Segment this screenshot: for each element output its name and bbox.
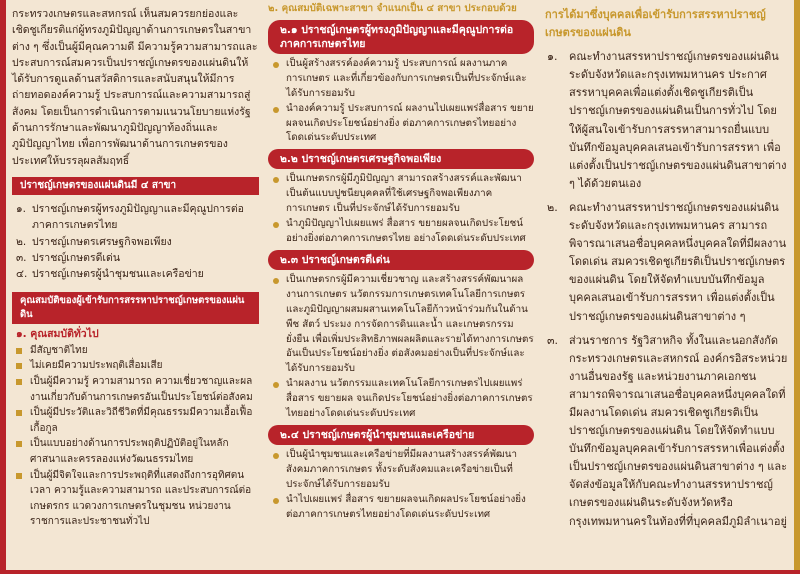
qualifications-title: คุณสมบัติของผู้เข้ารับการสรรหาปราชญ์เกษตรของแผ่นดิน — [12, 292, 259, 324]
qualification-item: เป็นผู้มีประวัติและวิถีชีวิตที่มีคุณธรรมมีความเอื้อเฟื้อเกื้อกูล — [12, 405, 259, 436]
branch-item: ๒. ปราชญ์เกษตรเศรษฐกิจพอเพียง — [16, 235, 172, 248]
section-item: นำผลงาน นวัตกรรมและเทคโนโลยีการเกษตรไปเผยแพร่ สื่อสาร ขยายผล จนเกิดประโยชน์อย่างยิ่งต่อภาคการเกษตรไทยอย่างโดดเด่นระดับประเทศ — [268, 377, 534, 422]
section-item: นำองค์ความรู้ ประสบการณ์ ผลงานไปเผยแพร่สื่อสาร ขยายผลจนเกิดประโยชน์อย่างยิ่ง ต่อภาคการเกษตรไทยอย่างโดดเด่นระดับประเทศ — [268, 102, 534, 147]
bottom-border — [0, 570, 800, 574]
general-qualifications-list — [12, 343, 259, 530]
branches-list — [12, 201, 259, 282]
nomination-item: ๒. คณะทำงานสรรหาปราชญ์เกษตรของแผ่นดินระดับจังหวัดและกรุงเทพมหานคร สามารถพิจารณาเสนอชื่อบุคคลหนึ่งบุคคลใดที่มีผลงานโดดเด่น สมควรเชิดชูเกียรติเป็นปราชญ์เกษตรของแผ่นดิน โดยให้จัดทำแบบบันทึกข้อมูลบุคคลเสนอเข้ารับการสรรหา เพื่อแต่งตั้งเป็นปราชญ์เกษตรของแผ่นดินสาขาต่าง ๆ — [547, 200, 787, 323]
general-qualifications-title: ๑. คุณสมบัติทั่วไป — [16, 328, 99, 341]
column-middle — [268, 2, 534, 522]
qualification-item: มีสัญชาติไทย — [12, 343, 259, 359]
nomination-title: การได้มาซึ่งบุคคลเพื่อเข้ารับการสรรหาปราชญ์เกษตรของแผ่นดิน — [545, 8, 766, 40]
branches-title: ปราชญ์เกษตรของแผ่นดินมี ๔ สาขา — [12, 177, 259, 195]
qualification-item: เป็นผู้มีจิตใจและการประพฤติที่แสดงถึงการอุทิศตนเวลา ความรู้และความสามารถ และประสบการณ์ต่อเกษตรกร แวดวงการเกษตรในชุมชน หน่วยงานราชการและประชาชนทั่วไป — [12, 468, 259, 530]
section-item: นำไปเผยแพร่ สื่อสาร ขยายผลจนเกิดผลประโยชน์อย่างยิ่งต่อภาคการเกษตรไทยอย่างโดดเด่นระดับประเทศ — [268, 493, 534, 523]
section-title-2-2: ๒.๒ ปราชญ์เกษตรเศรษฐกิจพอเพียง — [268, 149, 534, 169]
nomination-item: ๓. ส่วนราชการ รัฐวิสาหกิจ ทั้งในและนอกสังกัดกระทรวงเกษตรและสหกรณ์ องค์กรอิสระหน่วยงานอื่นของรัฐ และหน่วยงานภาคเอกชนสามารถพิจารณาเสนอชื่อบุคคลหนึ่งบุคคลใดที่มีผลงานโดดเด่น สมควรเชิดชูเกียรติเป็นปราชญ์เกษตรของแผ่นดิน โดยให้จัดทำแบบบันทึกข้อมูลบุคคลเข้ารับการสรรหาเพื่อแต่งตั้งเป็นปราชญ์เกษตรของแผ่นดินสาขาต่าง ๆ และจัดส่งข้อมูลให้กับคณะทำงานสรรหาปราชญ์เกษตรของแผ่นดินระดับจังหวัดหรือกรุงเทพมหานครในท้องที่ที่บุคคลมีภูมิลำเนาอยู่ — [547, 333, 788, 528]
section-2-3-list — [268, 273, 534, 422]
section-item: นำภูมิปัญญาไปเผยแพร่ สื่อสาร ขยายผลจนเกิดประโยชน์อย่างยิ่งต่อภาคการเกษตรไทย อย่างโดดเด่นระดับประเทศ — [268, 217, 534, 247]
section-item: เป็นเกษตรกรผู้มีภูมิปัญญา สามารถสร้างสรรค์และพัฒนาเป็นต้นแบบปูชนียบุคคลที่ใช้เศรษฐกิจพอเพียงภาคการเกษตร เป็นที่ประจักษ์ได้รับการยอมรับ — [268, 172, 534, 217]
section-item: เป็นเกษตรกรผู้มีความเชี่ยวชาญ และสร้างสรรค์พัฒนาผลงานการเกษตร นวัตกรรมการเกษตรเทคโนโลยีการเกษตร และภูมิปัญญาผสมผสานเทคโนโลยีก้าวหน้าร่วมกันในด้านพืช สัตว์ ประมง การจัดการดินและน้ำ และเกษตรกรรมยั่งยืน เพื่อเพิ่มประสิทธิภาพผลผลิตและรายได้ทางการเกษตร อันเป็นประโยชน์อย่างยิ่ง ต่อสังคมอย่างเป็นที่ประจักษ์และได้รับการยอมรับ — [268, 273, 534, 377]
qualification-item: ไม่เคยมีความประพฤติเสื่อมเสีย — [12, 358, 259, 374]
branch-item: ๓. ปราชญ์เกษตรดีเด่น — [16, 251, 121, 264]
section-item: เป็นผู้นำชุมชนและเครือข่ายที่มีผลงานสร้างสรรค์พัฒนาสังคมภาคการเกษตร ทั้งระดับสังคมและเครือข่ายเป็นที่ประจักษ์ได้รับการยอมรับ — [268, 448, 534, 493]
column-left — [12, 6, 259, 530]
right-border — [794, 0, 800, 574]
qualification-item: เป็นแบบอย่างด้านการประพฤติปฏิบัติอยู่ในหลักศาสนาและครรลองแห่งวัฒนธรรมไทย — [12, 436, 259, 467]
section-item: เป็นผู้สร้างสรรค์องค์ความรู้ ประสบการณ์ ผลงานภาคการเกษตร และที่เกี่ยวข้องกับการเกษตรเป็นที่ประจักษ์และได้รับการยอมรับ — [268, 57, 534, 102]
section-title-2-1: ๒.๑ ปราชญ์เกษตรผู้ทรงภูมิปัญญาและมีคุณูปการต่อภาคการเกษตรไทย — [268, 20, 534, 54]
section-title-2-3: ๒.๓ ปราชญ์เกษตรดีเด่น — [268, 250, 534, 270]
specific-qualifications-header: ๒. คุณสมบัติเฉพาะสาขา จำแนกเป็น ๔ สาขา ประกอบด้วย — [268, 3, 517, 14]
nomination-list — [545, 48, 789, 530]
section-2-1-list — [268, 57, 534, 146]
nomination-item: ๑. คณะทำงานสรรหาปราชญ์เกษตรของแผ่นดินระดับจังหวัดและกรุงเทพมหานคร ประกาศสรรหาบุคคลเพื่อแต่งตั้งเชิดชูเกียรติเป็นปราชญ์เกษตรของแผ่นดินเป็นการทั่วไป โดยให้ผู้สนใจเข้ารับการสรรหาสามารถยื่นแบบบันทึกข้อมูลบุคคลเสนอเข้ารับการสรรหา เพื่อแต่งตั้งเป็นปราชญ์เกษตรของแผ่นดินสาขาต่าง ๆ ได้ด้วยตนเอง — [547, 50, 787, 190]
qualification-item: เป็นผู้มีความรู้ ความสามารถ ความเชี่ยวชาญและผลงานเกี่ยวกับด้านการเกษตรอันเป็นประโยชน์ต่อสังคม — [12, 374, 259, 405]
column-right — [545, 6, 789, 537]
intro-paragraph: กระทรวงเกษตรและสหกรณ์ เห็นสมควรยกย่องและเชิดชูเกียรติแก่ผู้ทรงภูมิปัญญาด้านการเกษตรในสาขาต่าง ๆ ซึ่งเป็นผู้มีคุณความดี มีความรู้ความสามารถและประสบการณ์สมควรเป็นปราชญ์เกษตรของแผ่นดินให้ได้รับการดูแลด้านสวัสดิการและสนับสนุนให้มีการถ่ายทอดองค์ความรู้ ประสบการณ์และความสามารถสู่สังคม โดยเป็นการดำเนินการตามแนวนโยบายแห่งรัฐด้านการรักษาและพัฒนาภูมิปัญญาท้องถิ่นและภูมิปัญญาไทย เพื่อการพัฒนาด้านการเกษตรของประเทศให้บรรลุผลสัมฤทธิ์ — [12, 8, 258, 167]
left-border — [0, 0, 6, 574]
section-2-2-list — [268, 172, 534, 247]
branch-item: ๑. ปราชญ์เกษตรผู้ทรงภูมิปัญญาและมีคุณูปการต่อภาคการเกษตรไทย — [16, 202, 244, 232]
section-title-2-4: ๒.๔ ปราชญ์เกษตรผู้นำชุมชนและเครือข่าย — [268, 425, 534, 445]
branch-item: ๔. ปราชญ์เกษตรผู้นำชุมชนและเครือข่าย — [16, 268, 204, 281]
section-2-4-list — [268, 448, 534, 523]
